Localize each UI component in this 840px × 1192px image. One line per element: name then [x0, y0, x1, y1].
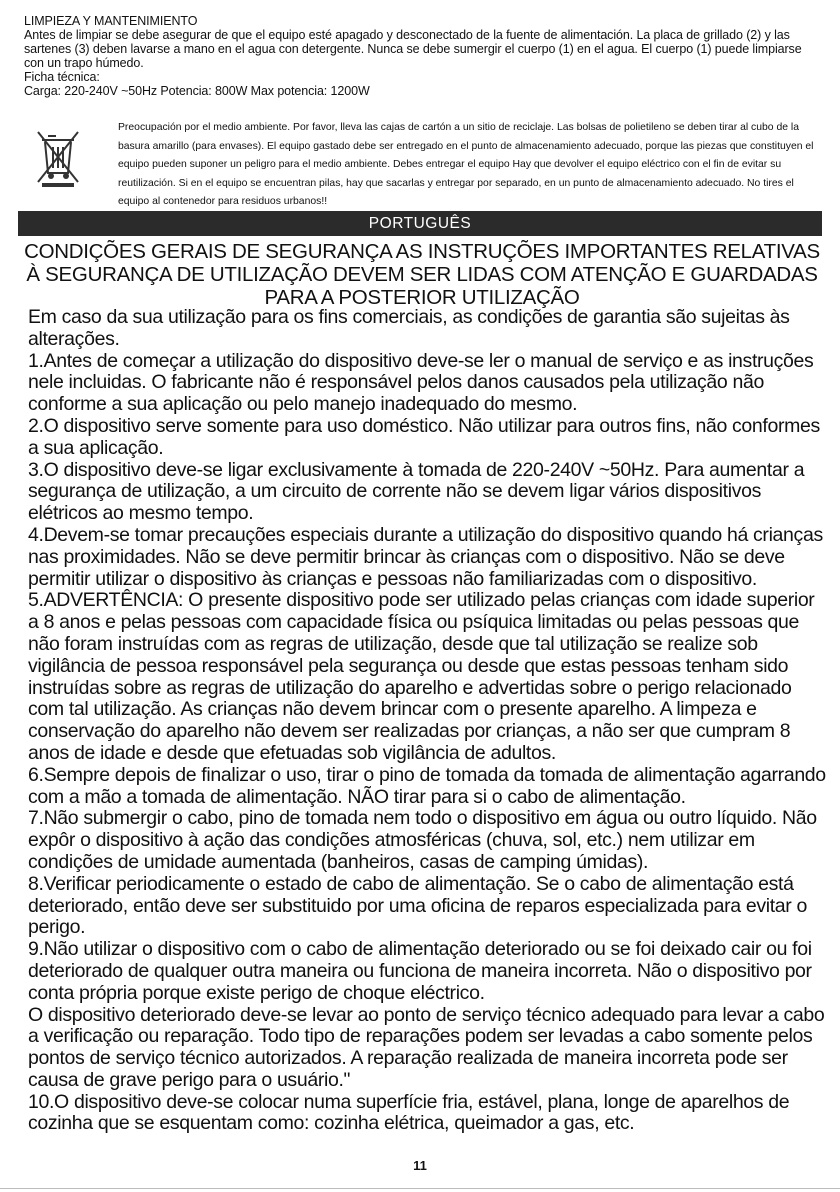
- cleaning-text: Antes de limpiar se debe asegurar de que el equipo esté apagado y desconectado de la fuente de alimentación. La placa de grillado (2) y las sartenes (3) deben lavarse a mano en el agua con detergente. Nunca se debe sumergir el cuerpo (1) en el agua. El cuerpo (1) puede limpiarse con un trapo húmedo.: [24, 28, 802, 70]
- safety-instructions: [28, 307, 828, 1135]
- paragraph-8: 8.Verificar periodicamente o estado de cabo de alimentação. Se o cabo de alimentação está deteriorado, então deve ser substituido por uma oficina de reparos especializada para evitar o perigo.: [28, 872, 808, 939]
- page-number: 11: [413, 1158, 427, 1173]
- paragraph-6: 6.Sempre depois de finalizar o uso, tirar o pino de tomada da tomada de alimentação agarrando com a mão a tomada de alimentação. NÃO tirar para si o cabo de alimentação.: [28, 763, 826, 808]
- bottom-rule: [0, 1188, 840, 1189]
- paragraph-3: 3.O dispositivo deve-se ligar exclusivamente à tomada de 220-240V ~50Hz. Para aumentar a segurança de utilização, a um circuito de corrente não se devem ligar vários dispositivos elétricos ao mesmo tempo.: [28, 458, 805, 525]
- paragraph-4: 4.Devem-se tomar precauções especiais durante a utilização do dispositivo quando há crianças nas proximidades. Não se deve permitir brincar às crianças com o dispositivo. Não se deve permitir utilizar o dispositivo às crianças e pessoas não familiarizadas com o dispositivo.: [28, 523, 823, 590]
- paragraph-10: 10.O dispositivo deve-se colocar numa superfície fria, estável, plana, longe de aparelhos de cozinha que se esquentam como: cozinha elétrica, queimador a gas, etc.: [28, 1090, 790, 1135]
- paragraph-7: 7.Não submergir o cabo, pino de tomada nem todo o dispositivo em água ou outro líquido. Não expôr o dispositivo à ação das condições atmosféricas (chuva, sol, etc.) nem utilizar em condições de umidade aumentada (banheiros, casas de camping úmidas).: [28, 807, 817, 873]
- paragraph-2: 2.O dispositivo serve somente para uso doméstico. Não utilizar para outros fins, não conformes a sua aplicação.: [28, 414, 820, 459]
- paragraph-intro: Em caso da sua utilização para os fins comerciais, as condições de garantia são sujeitas às alterações.: [28, 306, 790, 350]
- safety-title: CONDIÇÕES GERAIS DE SEGURANÇA AS INSTRUÇÕES IMPORTANTES RELATIVAS À SEGURANÇA DE UTILIZAÇÃO DEVEM SER LIDAS COM ATENÇÃO E GUARDADAS PARA A POSTERIOR UTILIZAÇÃO: [24, 240, 820, 309]
- paragraph-5: 5.ADVERTÊNCIA: O presente dispositivo pode ser utilizado pelas crianças com idade superior a 8 anos e pelas pessoas com capacidade física ou psíquica limitadas ou pelas pessoas que não foram instruídas com as regras de utilização, desde que tal utilização se realize sob vigilância de pessoa responsável pela segurança ou desde que estas pessoas tenham sido instruídas sobre as regras de utilização do aparelho e advertidas sobre o perigo relacionado com tal utilização. As crianças não devem brincar com o presente aparelho. A limpeza e conservação do aparelho não devem ser realizadas por crianças, a não ser que cumpram 8 anos de idade e desde que efetuadas sob vigilância de adultos.: [28, 589, 815, 764]
- cleaning-heading: LIMPIEZA Y MANTENIMIENTO: [24, 14, 198, 28]
- recycling-section: [24, 119, 820, 209]
- paragraph-9-continued: O dispositivo deteriorado deve-se levar ao ponto de serviço técnico adequado para levar a cabo a verificação ou reparação. Todo tipo de reparações podem ser levadas a cabo somente pelos pontos de serviço técnico autorizados. A reparação realizada de maneira incorreta pode ser causa de grave perigo para o usuário.": [28, 1003, 825, 1091]
- paragraph-1: 1.Antes de começar a utilização do dispositivo deve-se ler o manual de serviço e as instruções nele incluidas. O fabricante não é responsável pelos danos causados pela utilização não conforme a sua aplicação ou pelo manejo inadequado do mesmo.: [28, 349, 814, 416]
- tech-sheet-label: Ficha técnica:: [24, 70, 100, 84]
- recycling-text: Preocupación por el medio ambiente. Por favor, lleva las cajas de cartón a un sitio de reciclaje. Las bolsas de polietileno se deben tirar al cubo de la basura amarillo (para envases). El equipo gastado debe ser entregado en el punto de almacenamiento adecuado, porque las piezas que constituyen el equipo pueden suponer un peligro para el medio ambiente. Debes entregar el equipo Hay que devolver el equipo eléctrico con el fin de evitar su reutilización. Si en el equipo se encuentran pilas, hay que sacarlas y entregar por separado, en un punto de almacenamiento adecuado. No tires el equipo al contenedor para residuos urbanos!!: [118, 122, 814, 208]
- paragraph-9: 9.Não utilizar o dispositivo com o cabo de alimentação deteriorado ou se foi deixado cair ou foi deteriorado de qualquer outra maneira ou funciona de maneira incorreta. Não o dispositivo por conta própria porque existe perigo de choque eléctrico.: [28, 938, 812, 1004]
- spanish-cleaning-section: [24, 14, 820, 98]
- crossed-out-wheelie-bin-icon: [34, 127, 82, 187]
- specs-line: Carga: 220-240V ~50Hz Potencia: 800W Max potencia: 1200W: [24, 84, 370, 98]
- language-bar: PORTUGUÊS: [18, 211, 822, 236]
